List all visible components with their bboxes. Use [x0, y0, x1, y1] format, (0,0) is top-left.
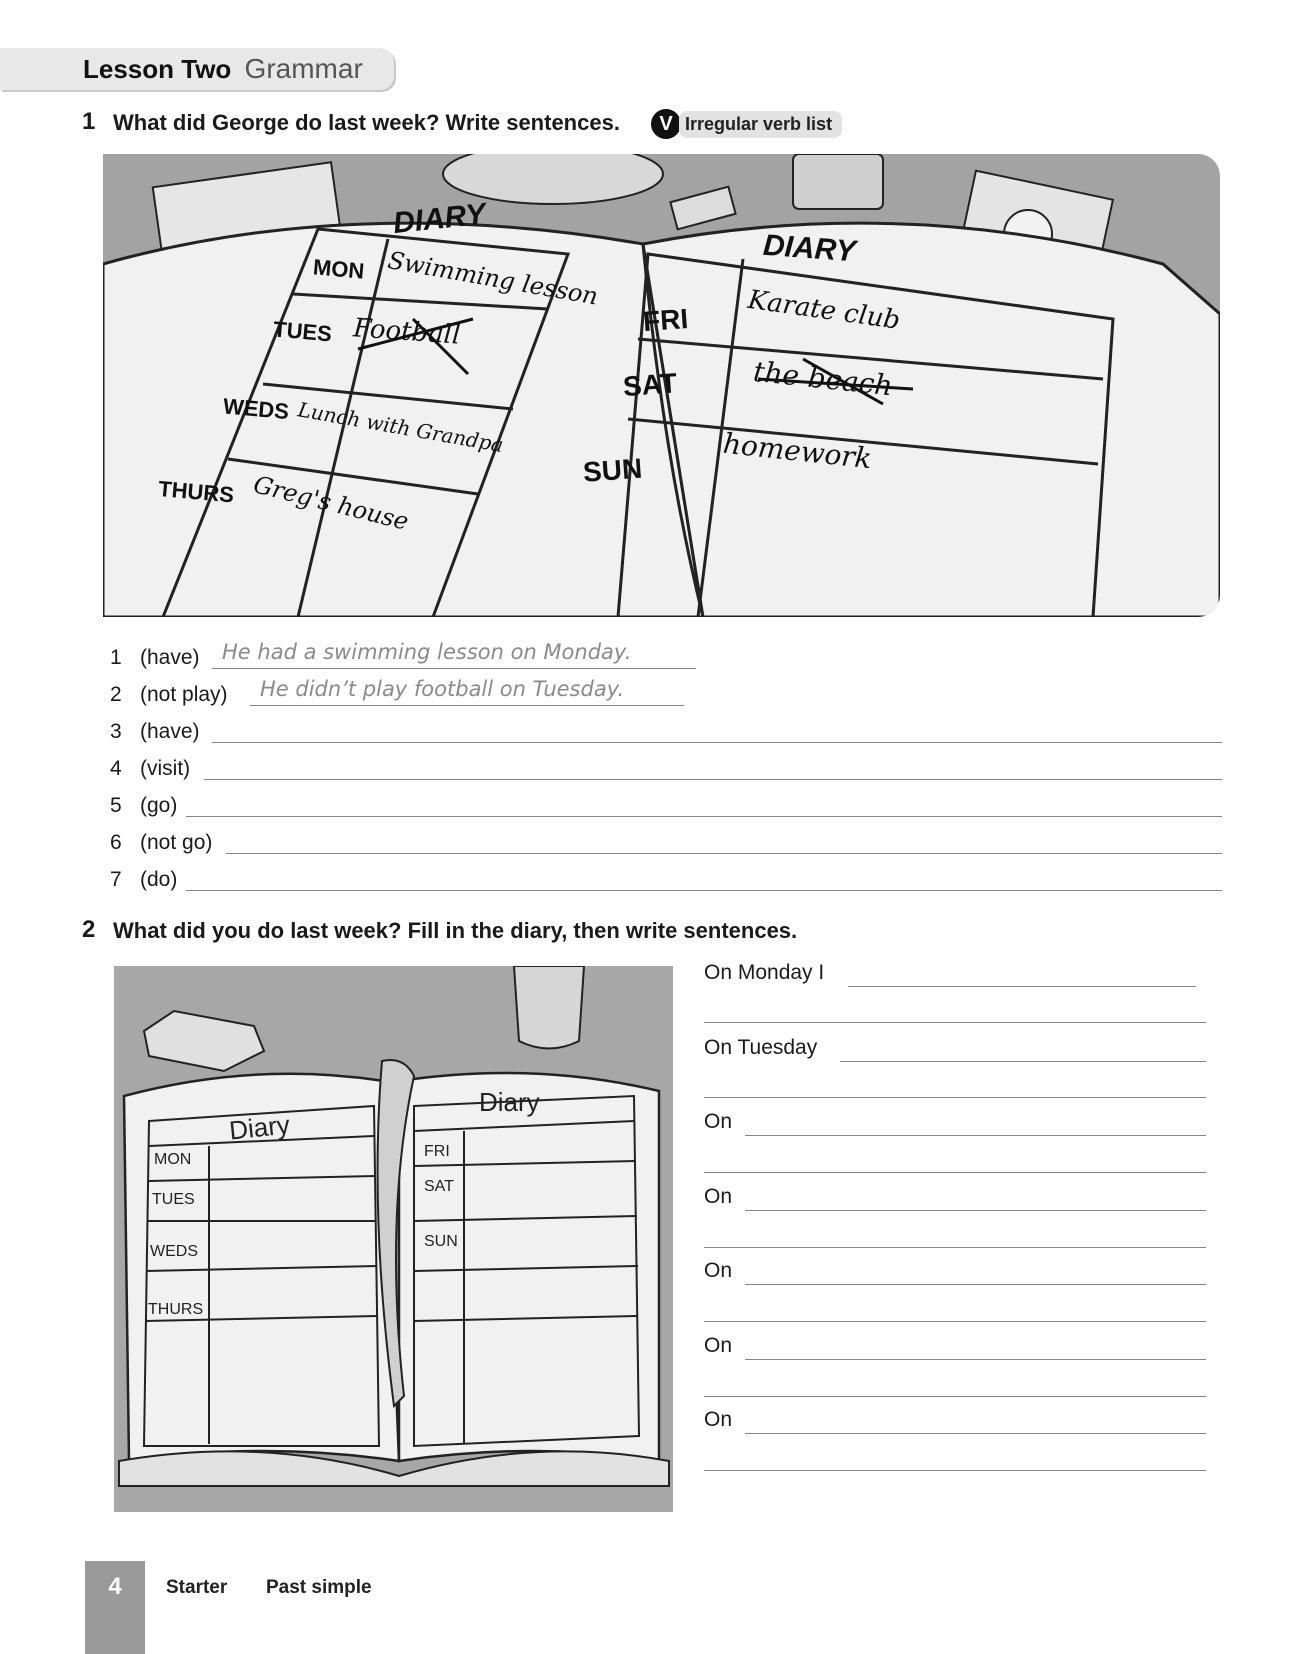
exercise-1-item-4: 4 (visit) [110, 757, 191, 780]
answer-line-3[interactable] [212, 742, 1222, 743]
write-line-day-6[interactable] [745, 1359, 1206, 1360]
answer-text-1: He had a swimming lesson on Monday. [222, 640, 632, 664]
george-diary-drawing [103, 154, 1220, 617]
prompt-day-6: On [704, 1334, 733, 1357]
item-verb: (not play) [140, 683, 228, 706]
write-line-day-5-2[interactable] [704, 1321, 1206, 1322]
diary-day-sun: SUN [582, 452, 644, 488]
prompt-day-7: On [704, 1408, 733, 1431]
answer-line-4[interactable] [204, 779, 1222, 780]
diary-day-weds: WEDS [222, 393, 290, 425]
item-verb: (visit) [140, 757, 191, 780]
item-verb: (go) [140, 794, 178, 817]
blank-diary-drawing [114, 966, 673, 1512]
write-line-tuesday-2[interactable] [704, 1097, 1206, 1098]
blank-diary-right-title: Diary [479, 1087, 540, 1117]
blank-diary-left-title: Diary [227, 1109, 292, 1146]
exercise-1-number: 1 [82, 108, 96, 135]
diary-entry-weds: Lunch with Grandpa [296, 397, 506, 458]
exercise-1-item-7: 7 (do) [110, 868, 178, 891]
item-verb: (do) [140, 868, 178, 891]
write-line-tuesday[interactable] [840, 1061, 1206, 1062]
diary-day-mon: MON [312, 254, 366, 284]
item-verb: (have) [140, 646, 200, 669]
write-line-day-7-2[interactable] [704, 1470, 1206, 1471]
write-line-day-6-2[interactable] [704, 1396, 1206, 1397]
blank-diary-day-weds: WEDS [150, 1243, 198, 1260]
write-line-day-3-2[interactable] [704, 1172, 1206, 1173]
answer-line-6[interactable] [226, 853, 1222, 854]
diary-day-sat: SAT [622, 367, 678, 403]
footer-unit: Starter [166, 1577, 228, 1598]
exercise-1-instruction: What did George do last week? Write sentences. [113, 110, 620, 135]
prompt-day-5: On [704, 1259, 733, 1282]
answer-line-7[interactable] [186, 890, 1222, 891]
george-diary-illustration [103, 154, 1220, 617]
diary-entry-sun: homework [721, 426, 874, 476]
diary-entry-sat: the beach [751, 354, 895, 403]
diary-day-thurs: THURS [157, 476, 235, 508]
exercise-1-item-6: 6 (not go) [110, 831, 213, 854]
prompt-monday: On Monday I [704, 961, 825, 984]
blank-diary-day-tues: TUES [152, 1191, 195, 1208]
write-line-day-7[interactable] [745, 1433, 1206, 1434]
exercise-1-item-3: 3 (have) [110, 720, 200, 743]
exercise-1-item-1: 1 (have) [110, 646, 200, 669]
exercise-1-item-2: 2 (not play) [110, 683, 228, 706]
diary-entry-thurs: Greg's house [250, 470, 412, 536]
section-label: Grammar [244, 53, 363, 84]
blank-diary-day-sat: SAT [424, 1178, 454, 1195]
write-line-monday[interactable] [848, 986, 1196, 987]
prompt-tuesday: On Tuesday [704, 1036, 818, 1059]
blank-diary-day-fri: FRI [424, 1143, 450, 1160]
exercise-2-instruction: What did you do last week? Fill in the diary, then write sentences. [113, 918, 798, 943]
blank-diary-day-sun: SUN [424, 1233, 458, 1250]
exercise-2-number: 2 [82, 916, 96, 943]
prompt-day-4: On [704, 1185, 733, 1208]
answer-line-2[interactable] [250, 705, 684, 706]
right-diary-title: DIARY [761, 228, 857, 269]
blank-diary-illustration [114, 966, 673, 1512]
write-line-day-5[interactable] [745, 1284, 1206, 1285]
exercise-1-item-5: 5 (go) [110, 794, 178, 817]
diary-entry-fri: Karate club [746, 284, 902, 336]
answer-line-1[interactable] [212, 668, 696, 669]
write-line-monday-2[interactable] [704, 1022, 1206, 1023]
write-line-day-4-2[interactable] [704, 1247, 1206, 1248]
irregular-verb-list-badge[interactable] [651, 109, 842, 139]
write-line-day-3[interactable] [745, 1135, 1206, 1136]
answer-line-5[interactable] [186, 816, 1222, 817]
diary-entry-mon: Swimming lesson [385, 246, 601, 311]
lesson-label: Lesson Two [83, 54, 232, 84]
diary-day-tues: TUES [272, 316, 333, 347]
blank-diary-day-thurs: THURS [148, 1301, 204, 1318]
footer-topic: Past simple [266, 1577, 372, 1598]
blank-diary-day-mon: MON [154, 1151, 192, 1168]
page-number: 4 [108, 1573, 122, 1600]
item-verb: (not go) [140, 831, 213, 854]
left-diary-title: DIARY [391, 197, 488, 241]
diary-entry-tues: Football [352, 313, 462, 351]
answer-text-2: He didn’t play football on Tuesday. [260, 677, 625, 701]
lesson-title [83, 53, 363, 85]
prompt-day-3: On [704, 1110, 733, 1133]
write-line-day-4[interactable] [745, 1210, 1206, 1211]
item-verb: (have) [140, 720, 200, 743]
diary-day-fri: FRI [642, 302, 690, 338]
vocabulary-icon: V [651, 109, 681, 139]
irregular-verb-list-label: Irregular verb list [679, 111, 842, 138]
